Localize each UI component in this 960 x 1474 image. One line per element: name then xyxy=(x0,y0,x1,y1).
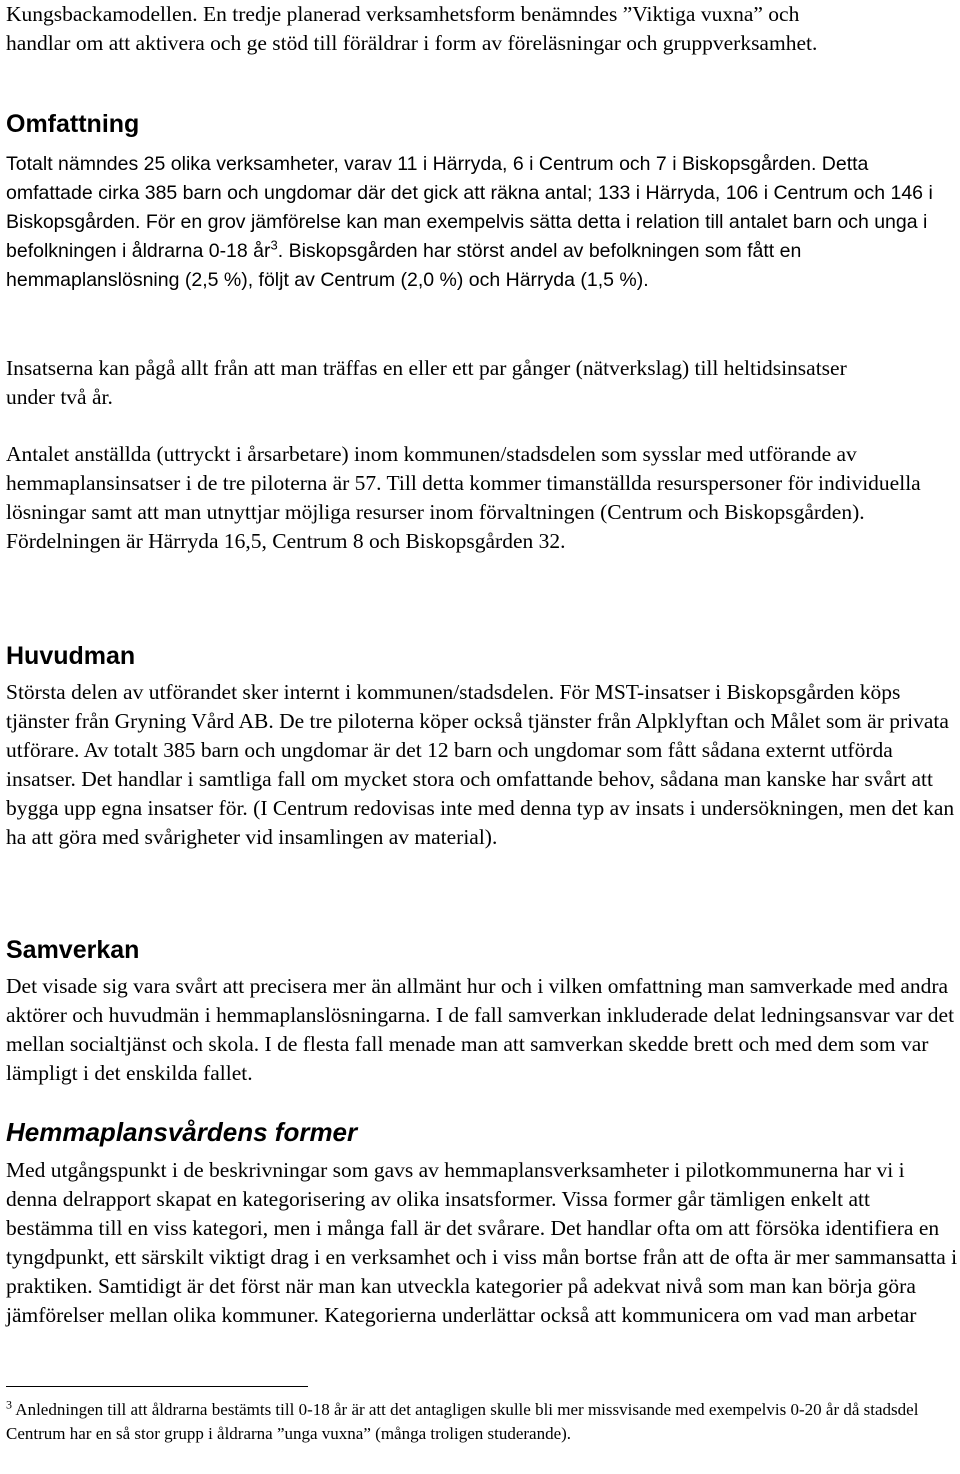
heading-huvudman: Huvudman xyxy=(6,642,136,670)
samverkan-paragraph: Det visade sig vara svårt att precisera mer än allmänt hur och i vilken omfattning man samverkade med andra aktörer och huvudmän i hemmaplanslösningarna. I de fall samverkan inkluderade delat ledningsansvar var det mellan socialtjänst och skola. I de flesta fall menade man att samverkan skedde brett och med dem som var lämpligt i det enskilda fallet. xyxy=(6,974,955,1085)
intro-line-1: Kungsbackamodellen. En tredje planerad verksamhetsform benämndes ”Viktiga vuxna” och xyxy=(6,2,800,26)
footnote-separator xyxy=(6,1386,308,1387)
omfattning-text-a: Totalt nämndes 25 olika verksamheter, varav 11 i Härryda, 6 i Centrum och 7 i Biskopsgården. Detta omfattade cirka 385 barn och ungdomar där det gick att räkna antal; 133 i Härryda, 106 i Centrum och 146 i Biskopsgården. xyxy=(6,153,933,233)
intro-paragraph xyxy=(6,0,956,58)
footnote-number: 3 xyxy=(6,1397,12,1412)
former-paragraph: Med utgångspunkt i de beskrivningar som gavs av hemmaplansverksamheter i pilotkommunerna har vi i denna delrapport skapat en kategorisering av olika insatsformer. Vissa former går tämligen enkelt att bestämma till en viss kategori, men i många fall är det svårare. Det handlar ofta om att försöka identifiera en tyngdpunkt, ett särskilt viktigt drag i en verksamhet och i viss mån bortse från att de ofta är mer sammansatta i praktiken. Samtidigt är det först när man kan utveckla kategorier på adekvat nivå som man kan börja göra jämförelser mellan olika kommuner. Kategorierna underlättar också att kommunicera om vad man arbetar xyxy=(6,1158,958,1327)
footnote-text: Anledningen till att åldrarna bestämts till 0-18 år är att det antagligen skulle bli mer missvisande med exempelvis 0-20 år då stadsdel Centrum har en så stor grupp i åldrarna ”unga vuxna” (många troligen studerande). xyxy=(6,1400,919,1443)
omfattning-text-b: För en grov jämförelse kan man exempelvis sätta detta i relation till antalet barn och unga i befolkningen i åldrarna 0-18 år xyxy=(6,211,928,262)
heading-samverkan: Samverkan xyxy=(6,936,140,964)
omfattning-paragraph-1 xyxy=(6,150,956,295)
footnote xyxy=(6,1398,946,1446)
heading-hemmaplansvardens-former: Hemmaplansvårdens former xyxy=(6,1117,358,1147)
huvudman-paragraph: Största delen av utförandet sker internt i kommunen/stadsdelen. För MST-insatser i Biskopsgården köps tjänster från Gryning Vård AB. De tre piloterna köper också tjänster från Alpklyftan och Målet som är privata utförare. Av totalt 385 barn och ungdomar är det 12 barn och ungdomar som fått sådana externt utförda insatser. Det handlar i samtliga fall om mycket stora och omfattande behov, sådana man kanske har svårt att bygga upp egna insatser för. (I Centrum redovisas inte med denna typ av insats i undersökningen, men det kan ha att göra med svårigheter vid insamlingen av material). xyxy=(6,680,955,849)
omfattning-paragraph-2: Insatserna kan pågå allt från att man träffas en eller ett par gånger (nätverkslag) till heltidsinsatser under två år. xyxy=(6,356,847,409)
omfattning-text-c: . Biskopsgården har störst andel av befolkningen som fått en hemmaplanslösning (2,5 %), följt av Centrum (2,0 %) och Härryda (1,5 %). xyxy=(6,240,802,291)
heading-omfattning: Omfattning xyxy=(6,110,140,138)
footnote-reference[interactable]: 3 xyxy=(270,237,278,253)
intro-line-2: handlar om att aktivera och ge stöd till föräldrar i form av föreläsningar och gruppverksamhet. xyxy=(6,31,818,55)
omfattning-paragraph-3: Antalet anställda (uttryckt i årsarbetare) inom kommunen/stadsdelen som sysslar med utförande av hemmaplansinsatser i de tre piloterna är 57. Till detta kommer timanställda resurspersoner för individuella lösningar samt att man utnyttjar möjliga resurser inom förvaltningen (Centrum och Biskopsgården). Fördelningen är Härryda 16,5, Centrum 8 och Biskopsgården 32. xyxy=(6,442,921,553)
